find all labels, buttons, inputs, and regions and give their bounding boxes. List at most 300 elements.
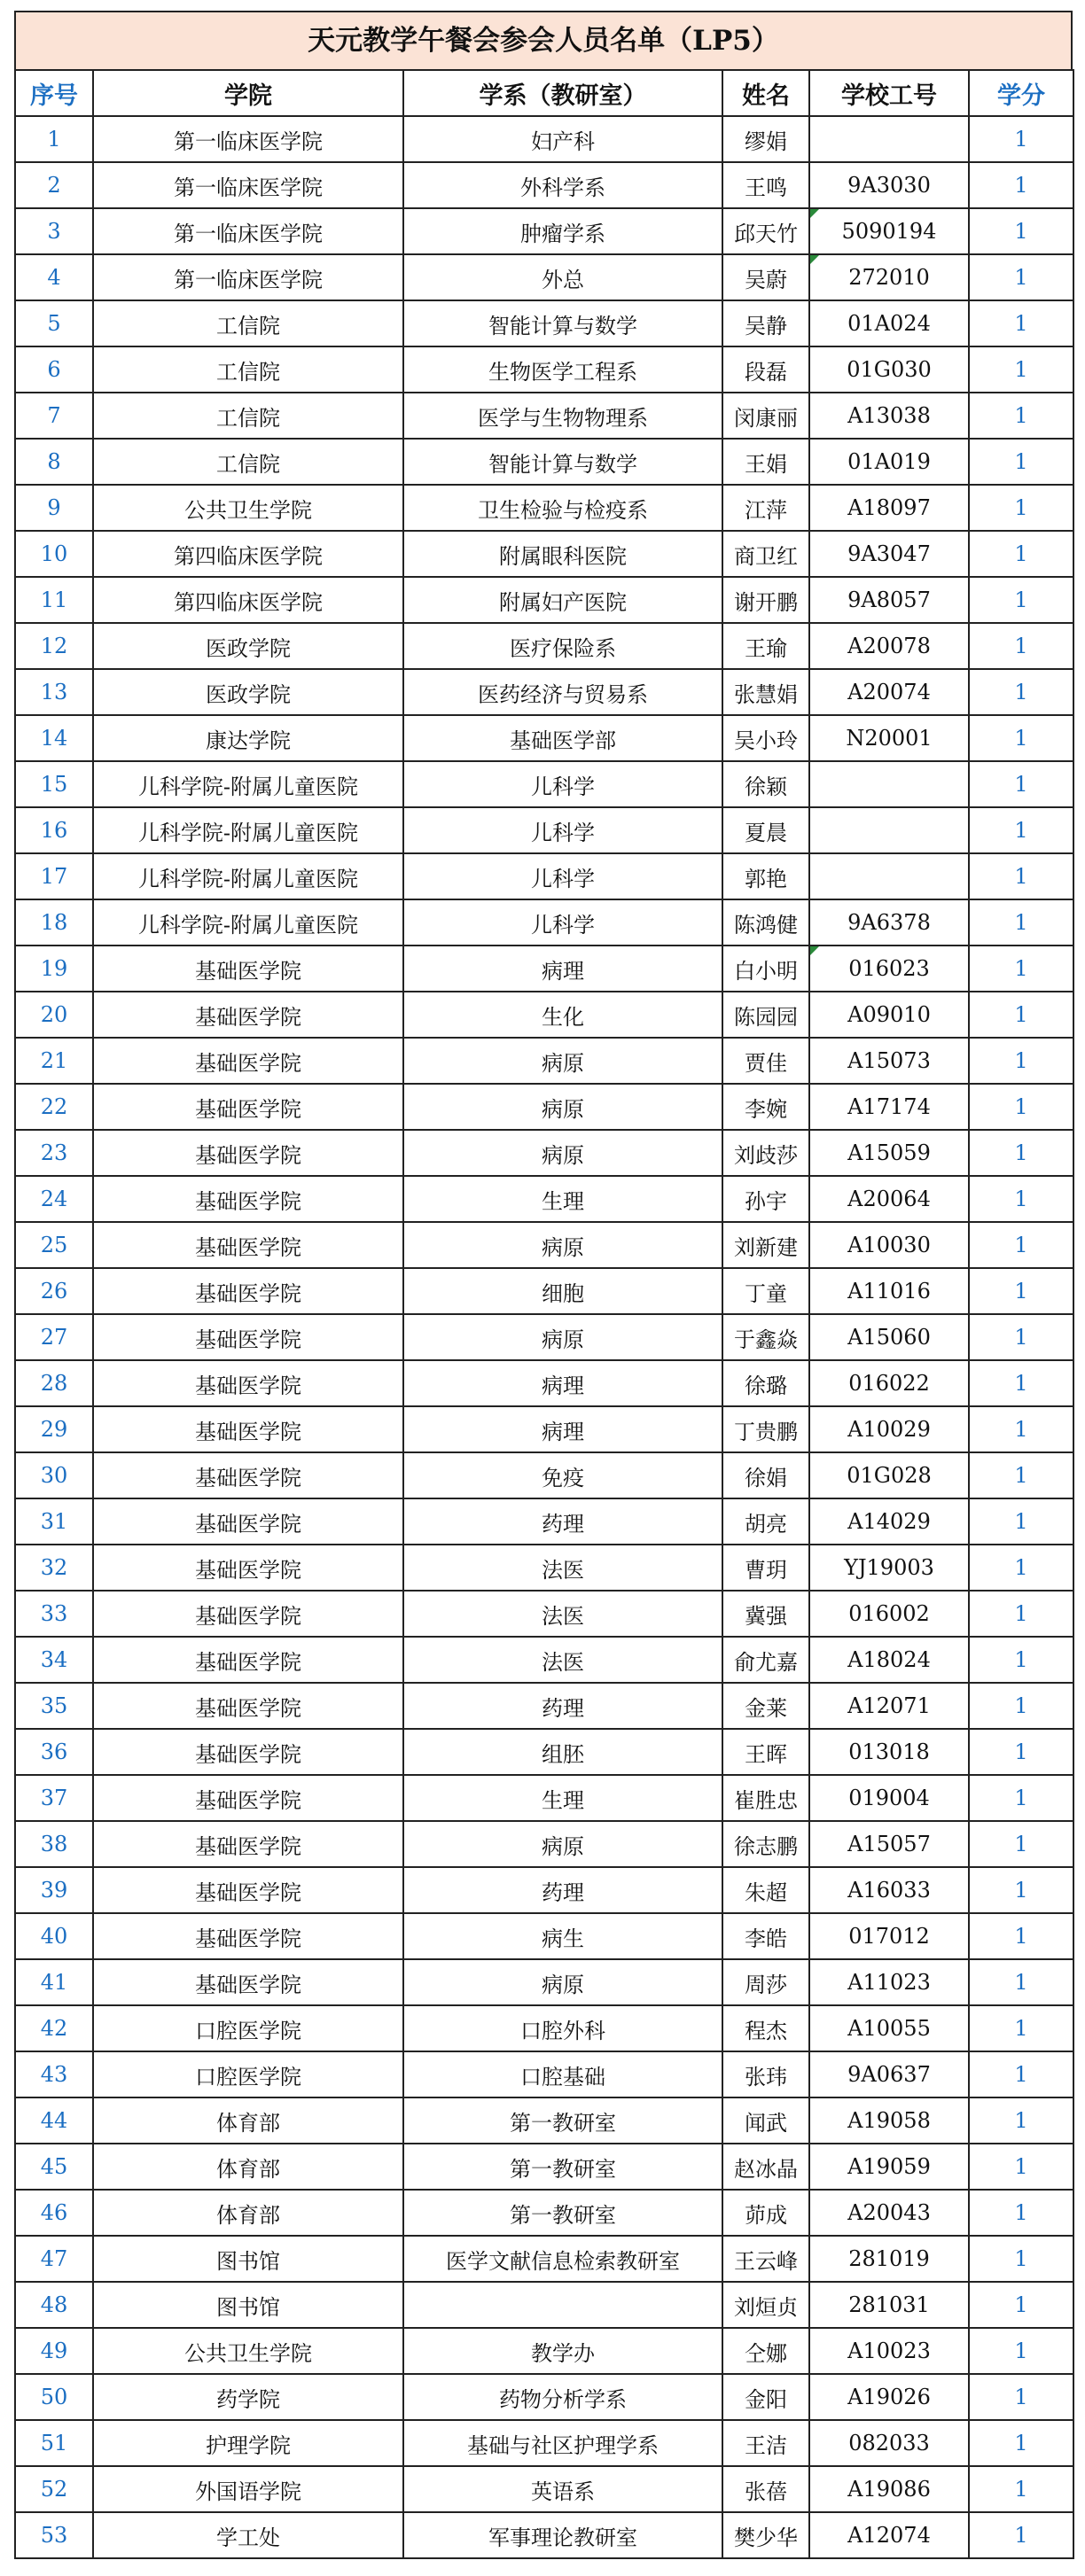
cell-name: 于鑫焱 xyxy=(722,1314,809,1360)
table-row xyxy=(15,1729,1073,1775)
cell-credit: 1 xyxy=(969,577,1073,623)
table-row xyxy=(15,1406,1073,1452)
cell-credit: 1 xyxy=(969,1314,1073,1360)
cell-name: 赵冰晶 xyxy=(722,2144,809,2190)
cell-credit: 1 xyxy=(969,1222,1073,1268)
table-row xyxy=(15,1452,1073,1498)
cell-credit: 1 xyxy=(969,1176,1073,1222)
cell-credit: 1 xyxy=(969,300,1073,346)
cell-staff-id: A20064 xyxy=(809,1176,969,1222)
cell-name: 刘歧莎 xyxy=(722,1130,809,1176)
cell-name: 段磊 xyxy=(722,346,809,393)
cell-staff-id: 01G028 xyxy=(809,1452,969,1498)
cell-staff-id: A10023 xyxy=(809,2328,969,2374)
cell-college: 儿科学院-附属儿童医院 xyxy=(93,899,403,946)
cell-credit: 1 xyxy=(969,1406,1073,1452)
cell-department: 组胚 xyxy=(403,1729,722,1775)
cell-college: 基础医学院 xyxy=(93,1821,403,1867)
cell-name: 吴静 xyxy=(722,300,809,346)
header-department: 学系（教研室） xyxy=(403,70,722,116)
table-row xyxy=(15,2144,1073,2190)
cell-department: 外总 xyxy=(403,254,722,300)
cell-index: 53 xyxy=(15,2512,93,2558)
cell-college: 基础医学院 xyxy=(93,946,403,992)
cell-index: 28 xyxy=(15,1360,93,1406)
cell-staff-id: A11023 xyxy=(809,1959,969,2005)
cell-name: 俞尤嘉 xyxy=(722,1637,809,1683)
cell-department: 病原 xyxy=(403,1314,722,1360)
cell-index: 18 xyxy=(15,899,93,946)
cell-college: 基础医学院 xyxy=(93,1867,403,1913)
cell-department: 附属妇产医院 xyxy=(403,577,722,623)
cell-staff-id: 9A8057 xyxy=(809,577,969,623)
cell-credit: 1 xyxy=(969,393,1073,439)
cell-credit: 1 xyxy=(969,2466,1073,2512)
cell-name: 王瑜 xyxy=(722,623,809,669)
cell-credit: 1 xyxy=(969,1038,1073,1084)
cell-name: 徐志鹏 xyxy=(722,1821,809,1867)
cell-department: 智能计算与数学 xyxy=(403,300,722,346)
cell-college: 护理学院 xyxy=(93,2420,403,2466)
cell-index: 49 xyxy=(15,2328,93,2374)
cell-department: 病原 xyxy=(403,1959,722,2005)
cell-college: 儿科学院-附属儿童医院 xyxy=(93,807,403,853)
cell-credit: 1 xyxy=(969,2282,1073,2328)
cell-staff-id: A19059 xyxy=(809,2144,969,2190)
cell-college: 药学院 xyxy=(93,2374,403,2420)
table-row xyxy=(15,2466,1073,2512)
table-row xyxy=(15,2097,1073,2144)
table-row xyxy=(15,162,1073,208)
cell-credit: 1 xyxy=(969,946,1073,992)
cell-department: 第一教研室 xyxy=(403,2144,722,2190)
cell-department: 儿科学 xyxy=(403,899,722,946)
cell-name: 张蓓 xyxy=(722,2466,809,2512)
cell-index: 3 xyxy=(15,208,93,254)
cell-credit: 1 xyxy=(969,623,1073,669)
cell-index: 2 xyxy=(15,162,93,208)
cell-college: 公共卫生学院 xyxy=(93,2328,403,2374)
cell-credit: 1 xyxy=(969,531,1073,577)
cell-staff-id: A10030 xyxy=(809,1222,969,1268)
cell-index: 27 xyxy=(15,1314,93,1360)
cell-name: 樊少华 xyxy=(722,2512,809,2558)
cell-name: 丁贵鹏 xyxy=(722,1406,809,1452)
table-row xyxy=(15,1545,1073,1591)
cell-credit: 1 xyxy=(969,2512,1073,2558)
table-row xyxy=(15,300,1073,346)
cell-college: 口腔医学院 xyxy=(93,2005,403,2051)
cell-department: 法医 xyxy=(403,1545,722,1591)
cell-credit: 1 xyxy=(969,116,1073,162)
cell-college: 基础医学院 xyxy=(93,1406,403,1452)
cell-college: 工信院 xyxy=(93,393,403,439)
attendee-table xyxy=(14,69,1074,2559)
cell-department: 药物分析学系 xyxy=(403,2374,722,2420)
cell-index: 22 xyxy=(15,1084,93,1130)
cell-index: 45 xyxy=(15,2144,93,2190)
cell-staff-id: A18097 xyxy=(809,485,969,531)
cell-college: 儿科学院-附属儿童医院 xyxy=(93,761,403,807)
cell-index: 52 xyxy=(15,2466,93,2512)
cell-credit: 1 xyxy=(969,2374,1073,2420)
header-row xyxy=(15,70,1073,116)
cell-department: 儿科学 xyxy=(403,853,722,899)
cell-department: 妇产科 xyxy=(403,116,722,162)
table-row xyxy=(15,715,1073,761)
table-row xyxy=(15,1591,1073,1637)
cell-department: 生物医学工程系 xyxy=(403,346,722,393)
table-row xyxy=(15,623,1073,669)
cell-index: 8 xyxy=(15,439,93,485)
cell-name: 白小明 xyxy=(722,946,809,992)
cell-department: 英语系 xyxy=(403,2466,722,2512)
cell-credit: 1 xyxy=(969,2005,1073,2051)
cell-college: 基础医学院 xyxy=(93,992,403,1038)
cell-college: 公共卫生学院 xyxy=(93,485,403,531)
cell-department xyxy=(403,2282,722,2328)
cell-index: 29 xyxy=(15,1406,93,1452)
cell-index: 26 xyxy=(15,1268,93,1314)
cell-index: 50 xyxy=(15,2374,93,2420)
cell-index: 34 xyxy=(15,1637,93,1683)
cell-staff-id: 01G030 xyxy=(809,346,969,393)
cell-credit: 1 xyxy=(969,2097,1073,2144)
cell-index: 12 xyxy=(15,623,93,669)
header-staff-id: 学校工号 xyxy=(809,70,969,116)
cell-college: 儿科学院-附属儿童医院 xyxy=(93,853,403,899)
cell-college: 第一临床医学院 xyxy=(93,162,403,208)
cell-college: 基础医学院 xyxy=(93,1222,403,1268)
cell-credit: 1 xyxy=(969,1084,1073,1130)
cell-name: 王云峰 xyxy=(722,2236,809,2282)
cell-staff-id: A18024 xyxy=(809,1637,969,1683)
cell-index: 35 xyxy=(15,1683,93,1729)
cell-department: 肿瘤学系 xyxy=(403,208,722,254)
cell-name: 孙宇 xyxy=(722,1176,809,1222)
attendee-sheet xyxy=(14,11,1073,2559)
table-row xyxy=(15,1913,1073,1959)
table-row xyxy=(15,2236,1073,2282)
cell-staff-id: 272010 xyxy=(809,254,969,300)
cell-college: 工信院 xyxy=(93,300,403,346)
table-row xyxy=(15,992,1073,1038)
cell-name: 徐娟 xyxy=(722,1452,809,1498)
table-row xyxy=(15,2051,1073,2097)
cell-index: 10 xyxy=(15,531,93,577)
cell-name: 金阳 xyxy=(722,2374,809,2420)
cell-credit: 1 xyxy=(969,439,1073,485)
cell-name: 闻武 xyxy=(722,2097,809,2144)
cell-department: 药理 xyxy=(403,1867,722,1913)
table-row xyxy=(15,1268,1073,1314)
cell-college: 基础医学院 xyxy=(93,1637,403,1683)
cell-college: 基础医学院 xyxy=(93,1314,403,1360)
table-row xyxy=(15,439,1073,485)
cell-name: 江萍 xyxy=(722,485,809,531)
cell-index: 33 xyxy=(15,1591,93,1637)
cell-college: 基础医学院 xyxy=(93,1683,403,1729)
cell-college: 基础医学院 xyxy=(93,1775,403,1821)
cell-name: 张玮 xyxy=(722,2051,809,2097)
cell-department: 病原 xyxy=(403,1038,722,1084)
cell-college: 基础医学院 xyxy=(93,1038,403,1084)
cell-credit: 1 xyxy=(969,1729,1073,1775)
cell-credit: 1 xyxy=(969,485,1073,531)
cell-college: 基础医学院 xyxy=(93,1084,403,1130)
cell-college: 第一临床医学院 xyxy=(93,254,403,300)
cell-staff-id: A14029 xyxy=(809,1498,969,1545)
cell-college: 第四临床医学院 xyxy=(93,531,403,577)
cell-department: 生理 xyxy=(403,1176,722,1222)
cell-staff-id: A15057 xyxy=(809,1821,969,1867)
cell-name: 缪娟 xyxy=(722,116,809,162)
cell-staff-id: A19058 xyxy=(809,2097,969,2144)
cell-credit: 1 xyxy=(969,807,1073,853)
cell-department: 病生 xyxy=(403,1913,722,1959)
cell-index: 9 xyxy=(15,485,93,531)
cell-index: 14 xyxy=(15,715,93,761)
cell-college: 体育部 xyxy=(93,2097,403,2144)
cell-college: 图书馆 xyxy=(93,2282,403,2328)
table-row xyxy=(15,1683,1073,1729)
cell-credit: 1 xyxy=(969,1913,1073,1959)
cell-name: 张慧娟 xyxy=(722,669,809,715)
cell-department: 病原 xyxy=(403,1130,722,1176)
table-row xyxy=(15,853,1073,899)
cell-department: 儿科学 xyxy=(403,807,722,853)
cell-credit: 1 xyxy=(969,1452,1073,1498)
table-row xyxy=(15,1360,1073,1406)
cell-staff-id: A12071 xyxy=(809,1683,969,1729)
cell-staff-id: A19086 xyxy=(809,2466,969,2512)
table-row xyxy=(15,346,1073,393)
cell-credit: 1 xyxy=(969,2190,1073,2236)
cell-college: 基础医学院 xyxy=(93,1913,403,1959)
cell-staff-id: N20001 xyxy=(809,715,969,761)
table-row xyxy=(15,1775,1073,1821)
cell-comment-marker xyxy=(810,946,819,955)
header-college: 学院 xyxy=(93,70,403,116)
table-row xyxy=(15,1314,1073,1360)
cell-credit: 1 xyxy=(969,1637,1073,1683)
cell-credit: 1 xyxy=(969,1130,1073,1176)
table-row xyxy=(15,1867,1073,1913)
cell-college: 学工处 xyxy=(93,2512,403,2558)
cell-department: 基础医学部 xyxy=(403,715,722,761)
cell-name: 周莎 xyxy=(722,1959,809,2005)
cell-credit: 1 xyxy=(969,1591,1073,1637)
cell-department: 医药经济与贸易系 xyxy=(403,669,722,715)
cell-credit: 1 xyxy=(969,1360,1073,1406)
cell-staff-id: 017012 xyxy=(809,1913,969,1959)
cell-index: 25 xyxy=(15,1222,93,1268)
cell-staff-id: A15073 xyxy=(809,1038,969,1084)
cell-credit: 1 xyxy=(969,1268,1073,1314)
cell-staff-id: A10055 xyxy=(809,2005,969,2051)
table-row xyxy=(15,208,1073,254)
cell-credit: 1 xyxy=(969,208,1073,254)
cell-college: 医政学院 xyxy=(93,623,403,669)
cell-staff-id: 5090194 xyxy=(809,208,969,254)
cell-staff-id: A11016 xyxy=(809,1268,969,1314)
cell-staff-id: A20043 xyxy=(809,2190,969,2236)
cell-college: 医政学院 xyxy=(93,669,403,715)
table-row xyxy=(15,2190,1073,2236)
cell-name: 商卫红 xyxy=(722,531,809,577)
cell-college: 基础医学院 xyxy=(93,1729,403,1775)
table-row xyxy=(15,2282,1073,2328)
cell-department: 军事理论教研室 xyxy=(403,2512,722,2558)
table-row xyxy=(15,1821,1073,1867)
cell-college: 工信院 xyxy=(93,439,403,485)
table-row xyxy=(15,2005,1073,2051)
cell-index: 24 xyxy=(15,1176,93,1222)
cell-department: 医学与生物物理系 xyxy=(403,393,722,439)
cell-name: 徐璐 xyxy=(722,1360,809,1406)
cell-index: 16 xyxy=(15,807,93,853)
table-row xyxy=(15,254,1073,300)
cell-staff-id: A19026 xyxy=(809,2374,969,2420)
cell-name: 夏晨 xyxy=(722,807,809,853)
cell-name: 刘新建 xyxy=(722,1222,809,1268)
cell-staff-id: 013018 xyxy=(809,1729,969,1775)
table-row xyxy=(15,1084,1073,1130)
cell-department: 药理 xyxy=(403,1683,722,1729)
cell-index: 19 xyxy=(15,946,93,992)
table-row xyxy=(15,761,1073,807)
cell-staff-id: 281031 xyxy=(809,2282,969,2328)
cell-index: 5 xyxy=(15,300,93,346)
cell-name: 王鸣 xyxy=(722,162,809,208)
table-row xyxy=(15,531,1073,577)
cell-credit: 1 xyxy=(969,1775,1073,1821)
table-row xyxy=(15,2420,1073,2466)
cell-department: 法医 xyxy=(403,1637,722,1683)
cell-credit: 1 xyxy=(969,254,1073,300)
table-row xyxy=(15,1038,1073,1084)
cell-index: 48 xyxy=(15,2282,93,2328)
cell-index: 41 xyxy=(15,1959,93,2005)
cell-credit: 1 xyxy=(969,761,1073,807)
cell-credit: 1 xyxy=(969,2420,1073,2466)
cell-name: 郭艳 xyxy=(722,853,809,899)
header-credit: 学分 xyxy=(969,70,1073,116)
cell-college: 体育部 xyxy=(93,2144,403,2190)
cell-staff-id: 9A3047 xyxy=(809,531,969,577)
cell-department: 医疗保险系 xyxy=(403,623,722,669)
cell-college: 第一临床医学院 xyxy=(93,208,403,254)
cell-staff-id: 016023 xyxy=(809,946,969,992)
cell-department: 病理 xyxy=(403,1406,722,1452)
cell-department: 基础与社区护理学系 xyxy=(403,2420,722,2466)
cell-name: 胡亮 xyxy=(722,1498,809,1545)
cell-name: 王晖 xyxy=(722,1729,809,1775)
cell-college: 基础医学院 xyxy=(93,1268,403,1314)
cell-department: 病理 xyxy=(403,1360,722,1406)
cell-staff-id: 016022 xyxy=(809,1360,969,1406)
cell-credit: 1 xyxy=(969,1959,1073,2005)
cell-staff-id: 01A024 xyxy=(809,300,969,346)
table-row xyxy=(15,2512,1073,2558)
cell-index: 44 xyxy=(15,2097,93,2144)
header-index: 序号 xyxy=(15,70,93,116)
cell-name: 徐颖 xyxy=(722,761,809,807)
cell-credit: 1 xyxy=(969,992,1073,1038)
cell-name: 李皓 xyxy=(722,1913,809,1959)
cell-index: 31 xyxy=(15,1498,93,1545)
cell-staff-id xyxy=(809,807,969,853)
table-row xyxy=(15,116,1073,162)
cell-index: 11 xyxy=(15,577,93,623)
cell-name: 茆成 xyxy=(722,2190,809,2236)
cell-name: 陈鸿健 xyxy=(722,899,809,946)
cell-staff-id: A13038 xyxy=(809,393,969,439)
cell-staff-id: 082033 xyxy=(809,2420,969,2466)
cell-credit: 1 xyxy=(969,2236,1073,2282)
cell-staff-id: A17174 xyxy=(809,1084,969,1130)
cell-credit: 1 xyxy=(969,1821,1073,1867)
cell-name: 贾佳 xyxy=(722,1038,809,1084)
cell-staff-id: 9A6378 xyxy=(809,899,969,946)
cell-college: 第一临床医学院 xyxy=(93,116,403,162)
cell-credit: 1 xyxy=(969,162,1073,208)
table-row xyxy=(15,1959,1073,2005)
cell-name: 仝娜 xyxy=(722,2328,809,2374)
cell-department: 病理 xyxy=(403,946,722,992)
table-row xyxy=(15,899,1073,946)
cell-name: 王洁 xyxy=(722,2420,809,2466)
cell-name: 李婉 xyxy=(722,1084,809,1130)
cell-staff-id xyxy=(809,116,969,162)
cell-credit: 1 xyxy=(969,1867,1073,1913)
cell-staff-id: A15060 xyxy=(809,1314,969,1360)
cell-index: 43 xyxy=(15,2051,93,2097)
cell-department: 附属眼科医院 xyxy=(403,531,722,577)
cell-index: 38 xyxy=(15,1821,93,1867)
cell-index: 21 xyxy=(15,1038,93,1084)
cell-department: 生理 xyxy=(403,1775,722,1821)
cell-credit: 1 xyxy=(969,715,1073,761)
cell-credit: 1 xyxy=(969,1545,1073,1591)
cell-department: 口腔基础 xyxy=(403,2051,722,2097)
cell-name: 刘烜贞 xyxy=(722,2282,809,2328)
cell-credit: 1 xyxy=(969,346,1073,393)
cell-staff-id: 016002 xyxy=(809,1591,969,1637)
cell-name: 朱超 xyxy=(722,1867,809,1913)
cell-staff-id: A12074 xyxy=(809,2512,969,2558)
cell-credit: 1 xyxy=(969,899,1073,946)
cell-college: 基础医学院 xyxy=(93,1959,403,2005)
cell-department: 病原 xyxy=(403,1821,722,1867)
cell-staff-id: 019004 xyxy=(809,1775,969,1821)
table-row xyxy=(15,946,1073,992)
cell-name: 丁童 xyxy=(722,1268,809,1314)
cell-staff-id: A20078 xyxy=(809,623,969,669)
cell-name: 陈园园 xyxy=(722,992,809,1038)
cell-index: 7 xyxy=(15,393,93,439)
cell-department: 口腔外科 xyxy=(403,2005,722,2051)
sheet-title: 天元教学午餐会参会人员名单（LP5） xyxy=(14,11,1073,69)
table-row xyxy=(15,577,1073,623)
cell-staff-id: A15059 xyxy=(809,1130,969,1176)
cell-name: 崔胜忠 xyxy=(722,1775,809,1821)
cell-index: 47 xyxy=(15,2236,93,2282)
cell-department: 教学办 xyxy=(403,2328,722,2374)
table-row xyxy=(15,1498,1073,1545)
cell-staff-id: A09010 xyxy=(809,992,969,1038)
cell-college: 体育部 xyxy=(93,2190,403,2236)
